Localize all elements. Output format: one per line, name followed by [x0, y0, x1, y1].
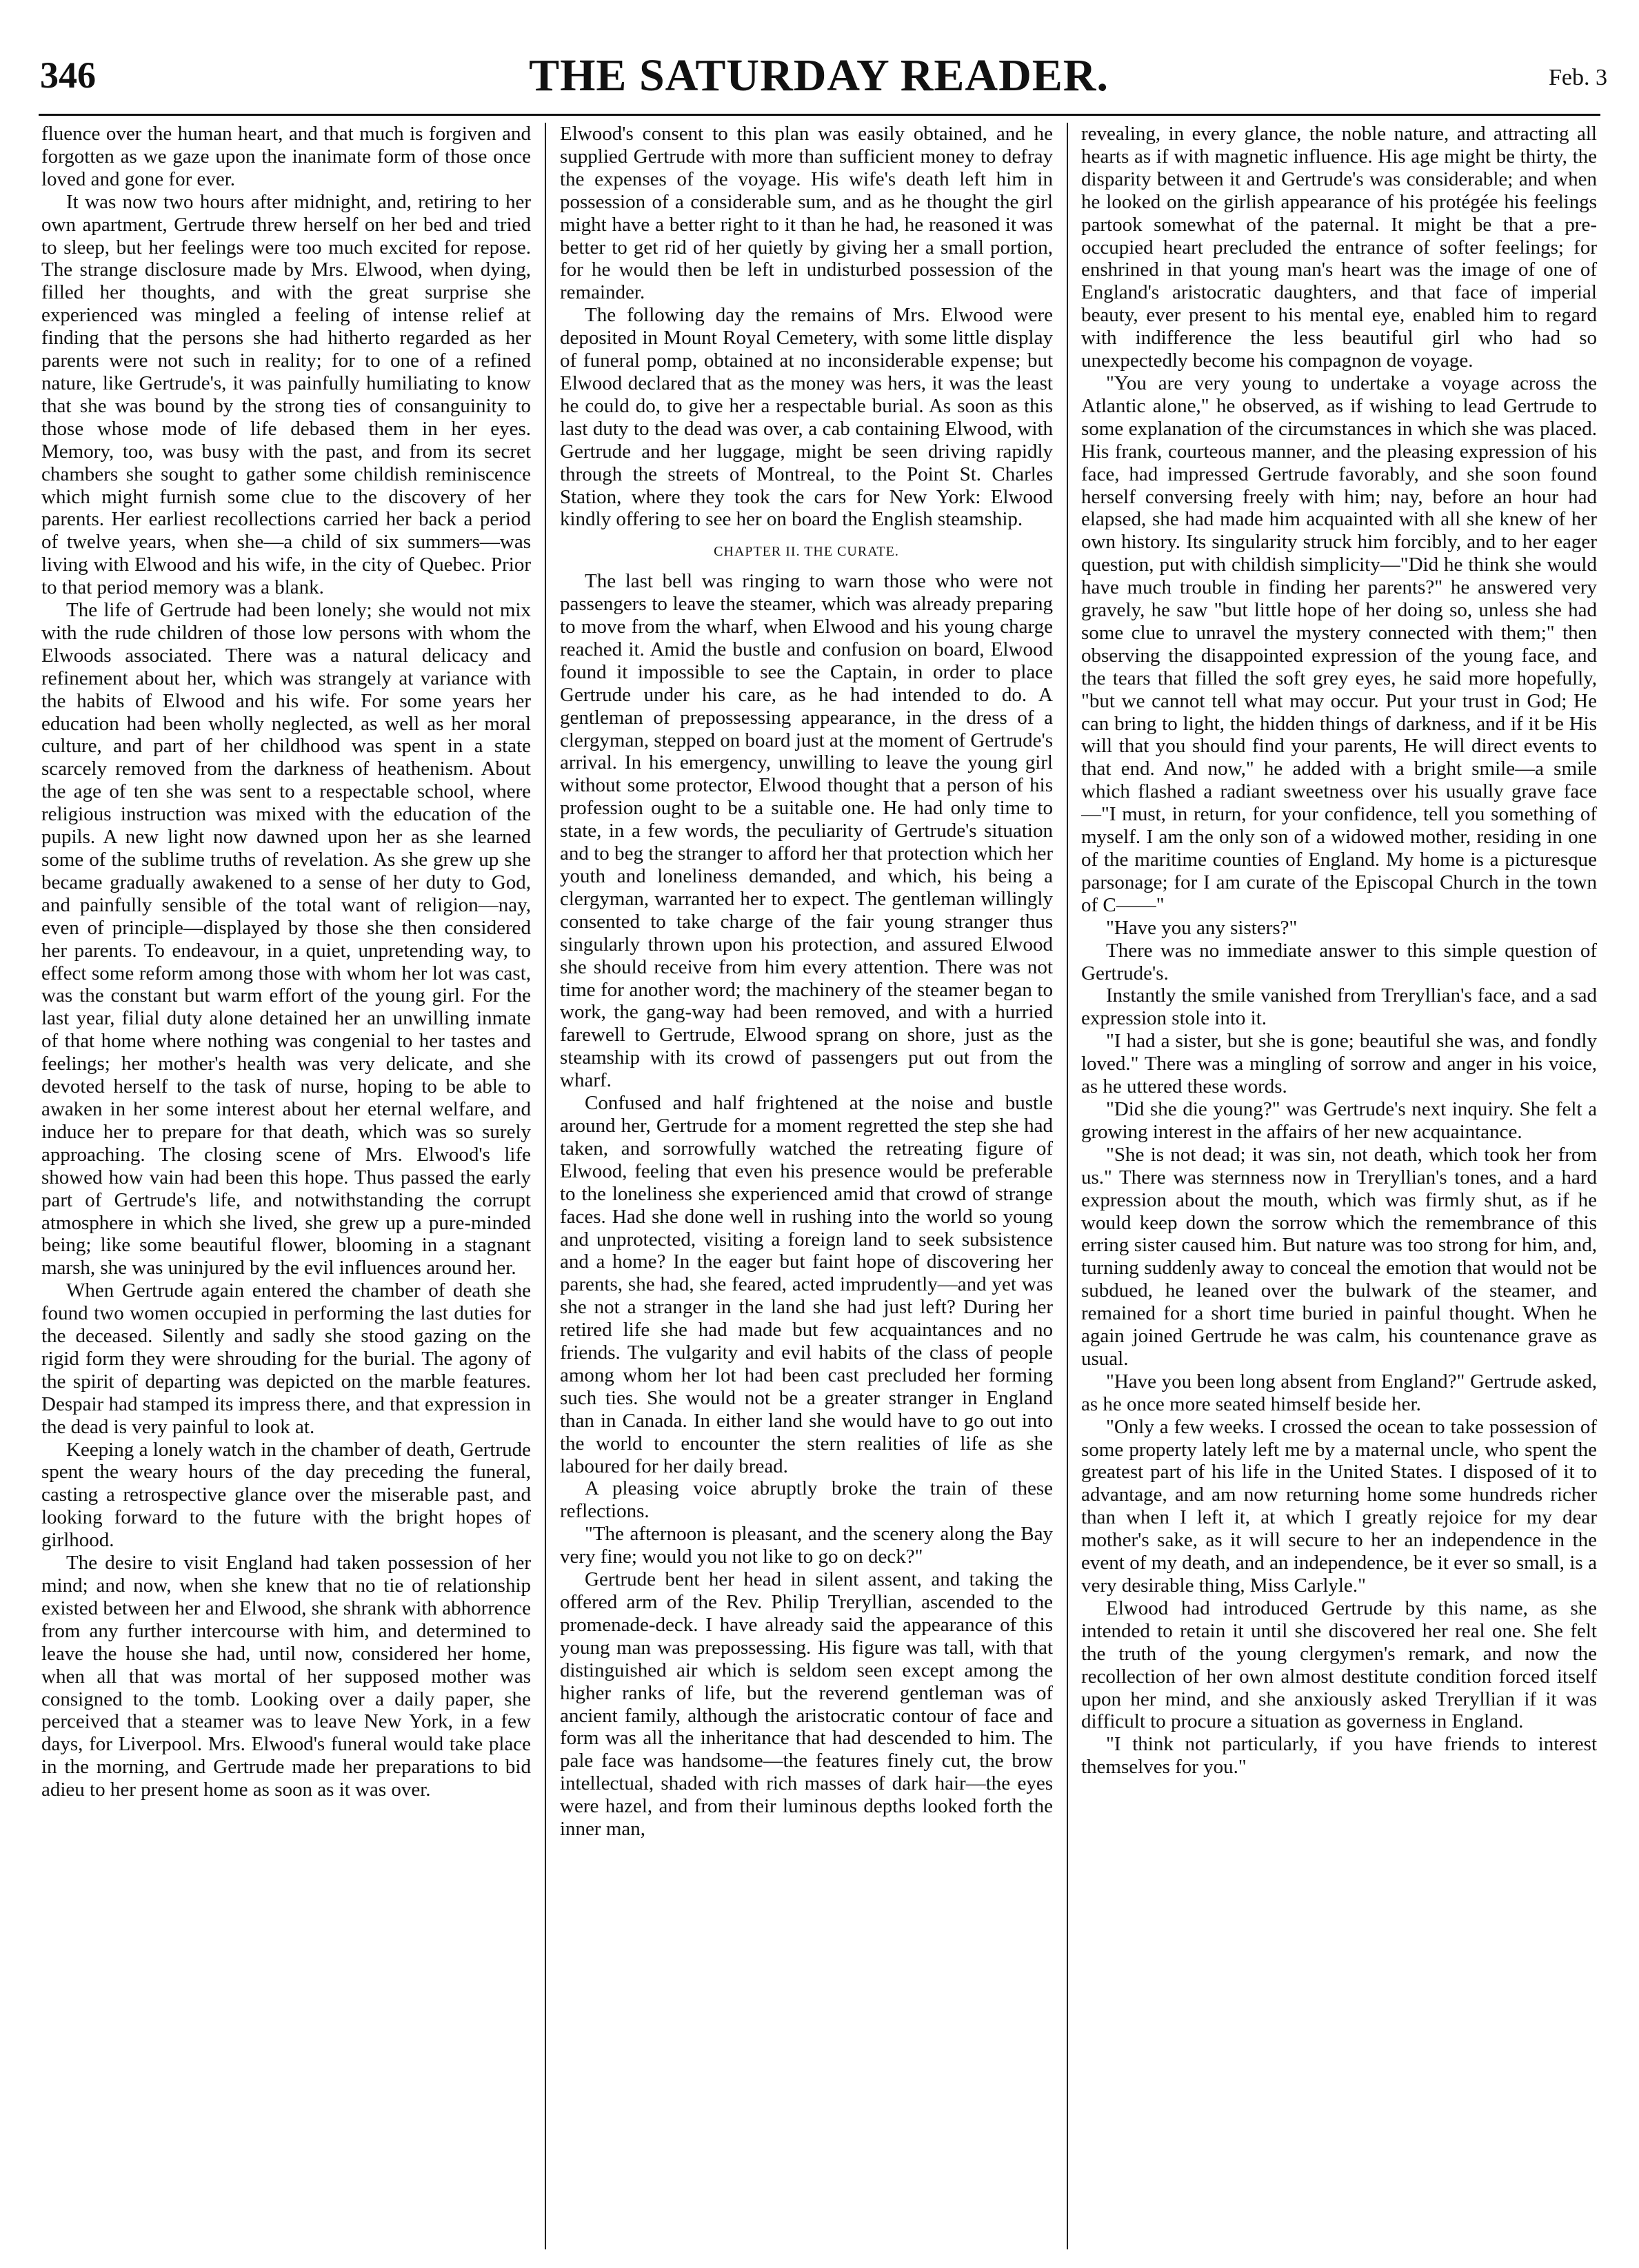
issue-date: Feb. 3	[1549, 65, 1607, 90]
paragraph: "The afternoon is pleasant, and the scenery along the Bay very fine; would you not like to go on deck?"	[560, 1523, 1053, 1568]
paragraph: fluence over the human heart, and that much is forgiven and forgotten as we gaze upon the inanimate form of those once loved and gone for ever.	[41, 123, 531, 190]
paragraph: "Only a few weeks. I crossed the ocean to take possession of some property lately left me by a maternal uncle, who spent the greatest part of his life in the United States. I disposed of it to advantage, and am now returning home some hundreds richer than when I left it, at which I greatly rejoice for my dear mother's sake, as it will secure to her an independence in the event of my death, and an independence, be it ever so small, is a very desirable thing, Miss Carlyle."	[1081, 1415, 1597, 1597]
paragraph: Gertrude bent her head in silent assent, and taking the offered arm of the Rev. Philip Treryllian, ascended to the promenade-deck. I have already said the appearance of this young man was prepossessing. His figure was tall, with that distinguished air which is seldom seen except among the higher ranks of life, but the reverend gentleman was of ancient family, although the aristocratic contour of face and form was all the inheritance that had descended to him. The pale face was handsome—the features finely cut, the brow intellectual, shaded with rich masses of dark hair—the eyes were hazel, and from their luminous depths looked forth the inner man,	[560, 1568, 1053, 1841]
paragraph: The life of Gertrude had been lonely; she would not mix with the rude children of those low persons with whom the Elwoods associated. There was a natural delicacy and refinement about her, which was strangely at variance with the habits of Elwood and his wife. For some years her education had been wholly neglected, as well as her moral culture, and part of her childhood was spent in a state scarcely removed from the darkness of heathenism. About the age of ten she was sent to a respectable school, where religious instruction was mixed with the education of the pupils. A new light now dawned upon her as she learned some of the sublime truths of revelation. As she grew up she became gradually awakened to a sense of her duty to God, and painfully sensible of the total want of religion—nay, even of principle—displayed by those she then considered her parents. To endeavour, in a quiet, unpretending way, to effect some reform among those with whom her lot was cast, was the constant but warm effort of the young girl. For the last year, filial duty alone detained her an unwilling inmate of that home where nothing was congenial to her tastes and feelings; her mother's health was very delicate, and she devoted herself to the task of nurse, hoping to be able to awaken in her some interest about her eternal welfare, and induce her to prepare for that death, which was so surely approaching. The closing scene of Mrs. Elwood's life showed how vain had been this hope. Thus passed the early part of Gertrude's life, and notwithstanding the corrupt atmosphere in which she lived, she grew up a pure-minded being; like some beautiful flower, blooming in a stagnant marsh, she was uninjured by the evil influences around her.	[41, 599, 531, 1279]
column-1	[41, 123, 531, 2249]
paragraph: Confused and half frightened at the noise and bustle around her, Gertrude for a moment regretted the step she had taken, and sorrowfully watched the retreating figure of Elwood, feeling that even his presence would be preferable to the loneliness she experienced amid that crowd of strange faces. Had she done well in rushing into the world so young and unprotected, visiting a foreign land to seek subsistence and a home? In the eager but faint hope of discovering her parents, she had, she feared, acted imprudently—and yet was she not a stranger in the land she had just left? During her retired life she had made but few acquaintances and no friends. The vulgarity and evil habits of the class of people among whom her lot had been cast precluded her forming such ties. She would not be a greater stranger in England than in Canada. In either land she would have to go out into the world to encounter the stern realities of life as she laboured for her daily bread.	[560, 1092, 1053, 1477]
column-divider	[545, 123, 546, 2249]
column-2	[560, 123, 1053, 2249]
page-header	[28, 50, 1610, 105]
paragraph: The desire to visit England had taken possession of her mind; and now, when she knew that no tie of relationship existed between her and Elwood, she shrank with abhorrence from any further intercourse with him, and determined to leave the house she had, until now, considered her home, when all that was mortal of her supposed mother was consigned to the tomb. Looking over a daily paper, she perceived that a steamer was to leave New York, in a few days, for Liverpool. Mrs. Elwood's funeral would take place in the morning, and Gertrude made her preparations to bid adieu to her present home as soon as it was over.	[41, 1552, 531, 1801]
column-3	[1081, 123, 1597, 2249]
paragraph: The following day the remains of Mrs. Elwood were deposited in Mount Royal Cemetery, with some little display of funeral pomp, obtained at no inconsiderable expense; but Elwood declared that as the money was hers, it was the least he could do, to give her a respectable burial. As soon as this last duty to the dead was over, a cab containing Elwood, with Gertrude and her luggage, might be seen driving rapidly through the streets of Montreal, to the Point St. Charles Station, where they took the cars for New York: Elwood kindly offering to see her on board the English steamship.	[560, 304, 1053, 531]
journal-title: THE SATURDAY READER.	[529, 50, 1109, 101]
paragraph: revealing, in every glance, the noble nature, and attracting all hearts as if with magnetic influence. His age might be thirty, the disparity between it and Gertrude's was considerable; and when he looked on the girlish appearance of his protégée his feelings partook somewhat of the paternal. It might be that a pre-occupied heart precluded the entrance of softer feelings; for enshrined in that young man's heart was the image of one of England's aristocratic daughters, and that face of imperial beauty, ever present to his mental eye, enabled him to regard with indifference the less beautiful girl who had so unexpectedly become his compagnon de voyage.	[1081, 123, 1597, 372]
paragraph: "Have you any sisters?"	[1106, 916, 1298, 939]
paragraph: "Did she die young?" was Gertrude's next inquiry. She felt a growing interest in the affairs of her new acquaintance.	[1081, 1097, 1597, 1143]
chapter-heading: CHAPTER II. THE CURATE.	[714, 544, 899, 560]
header-rule	[39, 114, 1600, 116]
column-divider	[1067, 123, 1068, 2249]
paragraph: "She is not dead; it was sin, not death, which took her from us." There was sternness now in Treryllian's tones, and a hard expression about the mouth, which was firmly shut, as if he would keep down the sorrow which the remembrance of this erring sister caused him. But nature was too strong for him, and, turning suddenly away to conceal the emotion that would not be subdued, he leaned over the bulwark of the steamer, and remained for a short time buried in painful thought. When he again joined Gertrude he was calm, his countenance grave as usual.	[1081, 1143, 1597, 1370]
paragraph: Keeping a lonely watch in the chamber of death, Gertrude spent the weary hours of the day preceding the funeral, casting a retrospective glance over the miserable past, and looking forward to the future with the bright hopes of girlhood.	[41, 1438, 531, 1552]
paragraph: "I had a sister, but she is gone; beautiful she was, and fondly loved." There was a mingling of sorrow and anger in his voice, as he uttered these words.	[1081, 1030, 1597, 1098]
paragraph: A pleasing voice abruptly broke the train of these reflections.	[560, 1477, 1053, 1523]
paragraph: When Gertrude again entered the chamber of death she found two women occupied in performing the last duties for the deceased. Silently and sadly she stood gazing on the rigid form they were shrouding for the burial. The agony of the spirit of departing was depicted on the marble features. Despair had stamped its impress there, and that expression in the dead is very painful to look at.	[41, 1279, 531, 1438]
paragraph: "I think not particularly, if you have friends to interest themselves for you."	[1081, 1733, 1597, 1779]
paragraph: It was now two hours after midnight, and, retiring to her own apartment, Gertrude threw herself on her bed and tried to sleep, but her feelings were too much excited for repose. The strange disclosure made by Mrs. Elwood, when dying, filled her thoughts, and with the great surprise she experienced was mingled a feeling of intense relief at finding that the persons she had hitherto regarded as her parents were not such in reality; for to one of a refined nature, like Gertrude's, it was painfully humiliating to know that she was bound by the strong ties of consanguinity to those whose mode of life debased them in her eyes. Memory, too, was busy with the past, and from its secret chambers she sought to gather some childish reminiscence which might furnish some clue to the discovery of her parents. Her earliest recollections carried her back a period of twelve years, when she—a child of six summers—was living with Elwood and his wife, in the city of Quebec. Prior to that period memory was a blank.	[41, 190, 531, 599]
paragraph: The last bell was ringing to warn those who were not passengers to leave the steamer, which was already preparing to move from the wharf, when Elwood and his young charge reached it. Amid the bustle and confusion on board, Elwood found it impossible to see the Captain, in order to place Gertrude under his care, as he had intended to do. A gentleman of prepossessing appearance, in the dress of a clergyman, stepped on board just at the moment of Gertrude's arrival. In his emergency, unwilling to leave the young girl without some protector, Elwood thought that a person of his profession ought to be a suitable one. He had only time to state, in a few words, the peculiarity of Gertrude's situation and to beg the stranger to afford her that protection which her youth and loneliness demanded, and which, his being a clergyman, warranted her to expect. The gentleman willingly consented to take charge of the fair young stranger thus singularly thrown upon his protection, and assured Elwood she should receive from him every attention. There was not time for another word; the machinery of the steamer began to work, the gang-way had been removed, and with a hurried farewell to Gertrude, Elwood sprang on shore, just as the steamship with its crowd of passengers put out from the wharf.	[560, 570, 1053, 1092]
paragraph: "You are very young to undertake a voyage across the Atlantic alone," he observed, as if wishing to lead Gertrude to some explanation of the circumstances in which she was placed. His frank, courteous manner, and the pleasing expression of his face, had impressed Gertrude favorably, and she soon found herself conversing freely with him; nay, before an hour had elapsed, she had made him acquainted with all she knew of her own history. Its singularity struck him forcibly, and to her eager question, put with childish simplicity—"Did he think she would have much trouble in finding her parents?" he answered very gravely, he saw "but little hope of her doing so, unless she had some clue to unravel the mystery connected with them;" then observing the disappointed expression of the young face, and the tears that filled the soft grey eyes, he said more hopefully, "but we cannot tell what may occur. Put your trust in God; He can bring to light, the hidden things of darkness, and if it be His will that you should find your parents, He will direct events to that end. And now," he added with a bright smile—a smile which flashed a radiant sweetness over his usually grave face—"I must, in return, for your confidence, tell you something of myself. I am the only son of a widowed mother, residing in one of the maritime counties of England. My home is a picturesque parsonage; for I am curate of the Episcopal Church in the town of C——"	[1081, 372, 1597, 916]
paragraph: Instantly the smile vanished from Treryllian's face, and a sad expression stole into it.	[1081, 984, 1597, 1030]
paragraph: "Have you been long absent from England?" Gertrude asked, as he once more seated himself beside her.	[1081, 1370, 1597, 1415]
paragraph: Elwood had introduced Gertrude by this name, as she intended to retain it until she discovered her real one. She felt the truth of the young clergymen's remark, and now the recollection of her own almost destitute condition forced itself upon her mind, and she anxiously asked Treryllian if it was difficult to procure a situation as governess in England.	[1081, 1597, 1597, 1733]
paragraph: Elwood's consent to this plan was easily obtained, and he supplied Gertrude with more than sufficient money to defray the expenses of the voyage. His wife's death left him in possession of a considerable sum, and as he thought the girl might have a better right to it than he had, he reasoned it was better to get rid of her quietly by giving her a small portion, for he would then be left in undisturbed possession of the remainder.	[560, 123, 1053, 304]
page-number: 346	[40, 54, 96, 96]
paragraph: There was no immediate answer to this simple question of Gertrude's.	[1081, 939, 1597, 984]
